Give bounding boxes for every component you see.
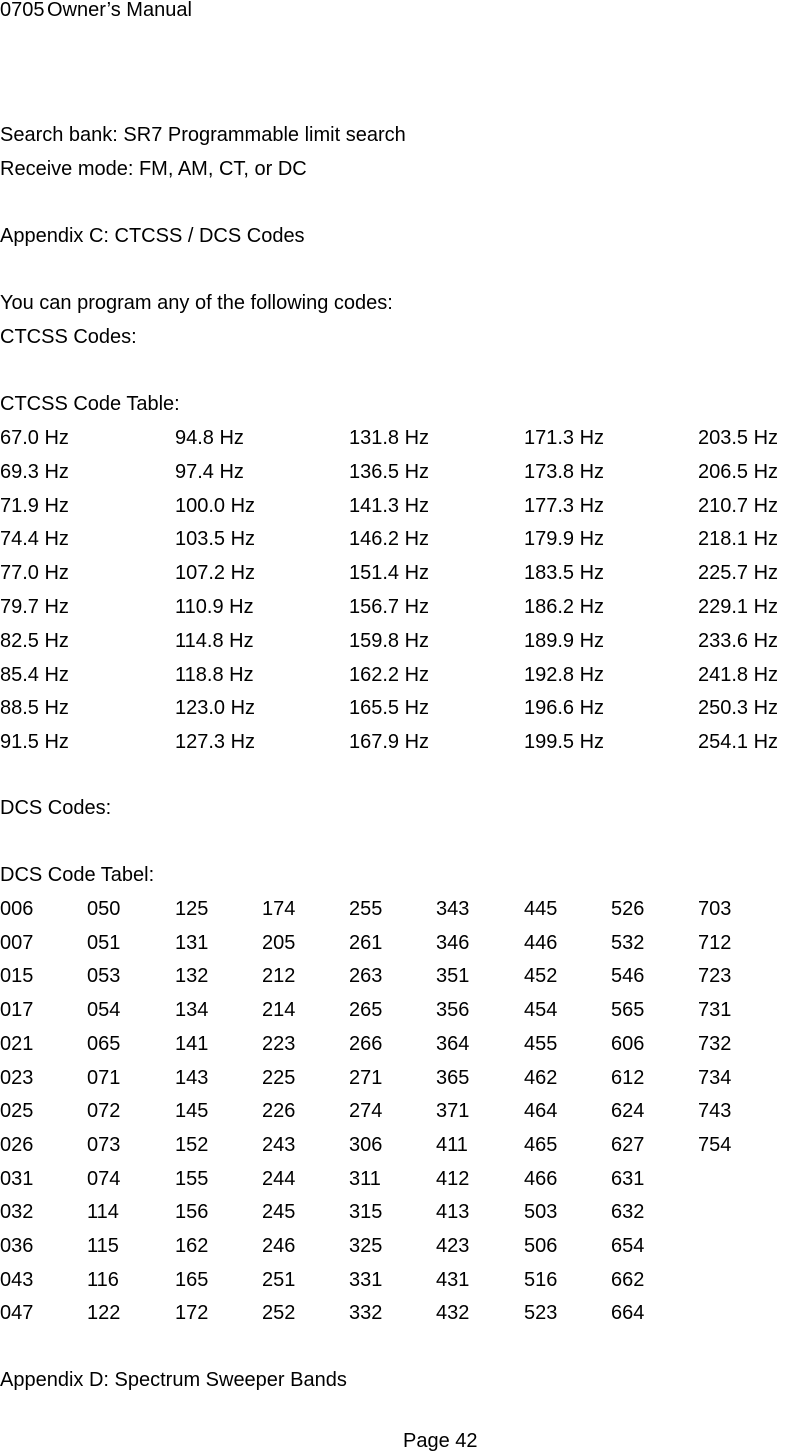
table-cell: 446 [524,931,558,954]
table-cell: 69.3 Hz [0,460,69,483]
table-cell: 073 [87,1133,121,1156]
table-cell: 274 [349,1100,383,1123]
table-cell: 162 [175,1235,209,1257]
ctcss-row [0,494,785,518]
intro-text: You can program any of the following codes: [0,292,393,314]
dcs-row [0,964,785,988]
table-cell: 206.5 Hz [698,460,779,483]
table-cell: 156 [175,1201,209,1224]
appendix-d-title: Appendix D: Spectrum Sweeper Bands [0,1369,347,1391]
table-cell: 043 [0,1268,34,1291]
table-cell: 167.9 Hz [349,731,430,754]
table-cell: 266 [349,1032,383,1055]
table-cell: 026 [0,1133,34,1156]
table-cell: 131.8 Hz [349,427,430,449]
table-cell: 205 [262,931,296,954]
table-cell: 654 [611,1235,645,1257]
table-cell: 179.9 Hz [524,528,605,551]
table-cell: 82.5 Hz [0,629,69,652]
table-cell: 107.2 Hz [175,562,256,585]
table-cell: 365 [436,1066,470,1089]
table-cell: 212 [262,965,296,988]
table-cell: 118.8 Hz [175,663,254,686]
table-cell: 452 [524,965,558,988]
table-cell: 455 [524,1032,558,1055]
table-cell: 79.7 Hz [0,596,69,618]
table-cell: 007 [0,931,34,954]
table-cell: 223 [262,1032,296,1055]
table-cell: 631 [611,1167,645,1190]
doc-number: 0705 [0,0,45,21]
table-cell: 311 [349,1167,381,1190]
table-cell: 015 [0,965,34,988]
ctcss-row [0,426,785,450]
table-cell: 250.3 Hz [698,697,779,720]
table-cell: 462 [524,1066,558,1089]
table-cell: 252 [262,1302,296,1325]
ctcss-row [0,527,785,551]
table-cell: 315 [349,1201,383,1224]
table-cell: 624 [611,1100,645,1123]
table-cell: 734 [698,1066,732,1089]
table-cell: 261 [349,931,383,954]
table-cell: 226 [262,1100,296,1123]
table-cell: 97.4 Hz [175,460,244,483]
table-cell: 172 [175,1302,209,1325]
table-cell: 051 [87,931,121,954]
dcs-row [0,1234,785,1258]
table-cell: 152 [175,1133,209,1156]
table-cell: 199.5 Hz [524,731,605,754]
dcs-row [0,1301,785,1325]
dcs-row [0,897,785,921]
table-cell: 006 [0,898,34,920]
table-cell: 332 [349,1302,383,1325]
table-cell: 145 [175,1100,209,1123]
table-cell: 77.0 Hz [0,562,69,585]
ctcss-row [0,595,785,619]
table-cell: 203.5 Hz [698,427,779,449]
table-cell: 196.6 Hz [524,697,605,720]
table-cell: 351 [436,965,470,988]
table-cell: 021 [0,1032,34,1055]
table-cell: 053 [87,965,121,988]
table-cell: 251 [262,1268,296,1291]
table-cell: 71.9 Hz [0,494,69,517]
ctcss-row [0,663,785,687]
table-cell: 506 [524,1235,558,1257]
table-cell: 100.0 Hz [175,494,256,517]
table-cell: 627 [611,1133,645,1156]
table-cell: 245 [262,1201,296,1224]
table-cell: 664 [611,1302,645,1325]
table-cell: 225 [262,1066,296,1089]
table-cell: 411 [436,1133,468,1156]
table-cell: 466 [524,1167,558,1190]
table-cell: 413 [436,1201,470,1224]
table-cell: 177.3 Hz [524,494,605,517]
dcs-row [0,1032,785,1056]
table-cell: 343 [436,898,470,920]
table-cell: 67.0 Hz [0,427,69,449]
table-cell: 523 [524,1302,558,1325]
table-cell: 612 [611,1066,645,1089]
table-cell: 155 [175,1167,209,1190]
receive-mode-line: Receive mode: FM, AM, CT, or DC [0,158,307,180]
table-cell: 134 [175,999,209,1022]
table-cell: 127.3 Hz [175,731,256,754]
table-cell: 255 [349,898,383,920]
table-cell: 210.7 Hz [698,494,779,517]
table-cell: 174 [262,898,296,920]
table-cell: 431 [436,1268,470,1291]
table-cell: 114.8 Hz [175,629,254,652]
table-cell: 072 [87,1100,121,1123]
table-cell: 162.2 Hz [349,663,430,686]
table-cell: 371 [436,1100,470,1123]
table-cell: 246 [262,1235,296,1257]
table-cell: 141 [175,1032,209,1055]
table-cell: 233.6 Hz [698,629,779,652]
table-cell: 136.5 Hz [349,460,430,483]
table-cell: 143 [175,1066,209,1089]
dcs-table-title: DCS Code Tabel: [0,864,155,886]
table-cell: 325 [349,1235,383,1257]
table-cell: 141.3 Hz [349,494,430,517]
table-cell: 532 [611,931,645,954]
table-cell: 432 [436,1302,470,1325]
table-cell: 662 [611,1268,645,1291]
table-cell: 331 [349,1268,383,1291]
table-cell: 306 [349,1133,383,1156]
table-cell: 254.1 Hz [698,731,779,754]
table-cell: 131 [175,931,209,954]
table-cell: 122 [87,1302,121,1325]
table-cell: 171.3 Hz [524,427,605,449]
table-cell: 464 [524,1100,558,1123]
table-cell: 123.0 Hz [175,697,256,720]
table-cell: 032 [0,1201,34,1224]
table-cell: 346 [436,931,470,954]
table-cell: 271 [349,1066,383,1089]
table-cell: 031 [0,1167,34,1190]
table-cell: 241.8 Hz [698,663,779,686]
table-cell: 115 [87,1235,119,1257]
ctcss-row [0,460,785,484]
table-cell: 229.1 Hz [698,596,779,618]
table-cell: 74.4 Hz [0,528,69,551]
ctcss-row [0,696,785,720]
table-cell: 225.7 Hz [698,562,779,585]
appendix-c-title: Appendix C: CTCSS / DCS Codes [0,225,305,247]
table-cell: 243 [262,1133,296,1156]
table-cell: 146.2 Hz [349,528,430,551]
table-cell: 606 [611,1032,645,1055]
table-cell: 754 [698,1133,732,1156]
table-cell: 186.2 Hz [524,596,605,618]
table-cell: 074 [87,1167,121,1190]
table-cell: 85.4 Hz [0,663,69,686]
ctcss-row [0,629,785,653]
table-cell: 244 [262,1167,296,1190]
table-cell: 412 [436,1167,470,1190]
table-cell: 183.5 Hz [524,562,605,585]
table-cell: 356 [436,999,470,1022]
table-cell: 116 [87,1268,119,1291]
ctcss-table-title: CTCSS Code Table: [0,393,180,415]
dcs-row [0,1268,785,1292]
table-cell: 91.5 Hz [0,731,69,754]
table-cell: 546 [611,965,645,988]
table-cell: 454 [524,999,558,1022]
table-cell: 516 [524,1268,558,1291]
table-cell: 218.1 Hz [698,528,779,551]
table-cell: 503 [524,1201,558,1224]
table-cell: 526 [611,898,645,920]
table-cell: 364 [436,1032,470,1055]
search-bank-line: Search bank: SR7 Programmable limit search [0,124,406,146]
table-cell: 151.4 Hz [349,562,430,585]
dcs-row [0,1066,785,1090]
table-cell: 156.7 Hz [349,596,430,618]
table-cell: 165.5 Hz [349,697,430,720]
table-cell: 731 [698,999,732,1022]
table-cell: 743 [698,1100,732,1123]
table-cell: 88.5 Hz [0,697,69,720]
table-cell: 189.9 Hz [524,629,605,652]
dcs-heading: DCS Codes: [0,797,112,819]
ctcss-heading: CTCSS Codes: [0,326,137,348]
table-cell: 723 [698,965,732,988]
table-cell: 054 [87,999,121,1022]
table-cell: 017 [0,999,34,1022]
table-cell: 173.8 Hz [524,460,605,483]
dcs-row [0,931,785,955]
page-number: Page 42 [403,1430,478,1452]
table-cell: 047 [0,1302,34,1325]
table-cell: 423 [436,1235,470,1257]
table-cell: 632 [611,1201,645,1224]
dcs-row [0,1167,785,1191]
dcs-row [0,1099,785,1123]
table-cell: 132 [175,965,209,988]
table-cell: 265 [349,999,383,1022]
doc-title: Owner’s Manual [47,0,192,21]
table-cell: 703 [698,898,732,920]
dcs-row [0,1133,785,1157]
table-cell: 165 [175,1268,209,1291]
dcs-row [0,998,785,1022]
table-cell: 025 [0,1100,34,1123]
table-cell: 159.8 Hz [349,629,430,652]
ctcss-row [0,730,785,754]
table-cell: 103.5 Hz [175,528,256,551]
table-cell: 110.9 Hz [175,596,254,618]
table-cell: 445 [524,898,558,920]
table-cell: 712 [698,931,732,954]
dcs-row [0,1200,785,1224]
table-cell: 036 [0,1235,34,1257]
ctcss-row [0,561,785,585]
table-cell: 465 [524,1133,558,1156]
table-cell: 050 [87,898,121,920]
table-cell: 565 [611,999,645,1022]
table-cell: 732 [698,1032,732,1055]
table-cell: 263 [349,965,383,988]
table-cell: 192.8 Hz [524,663,605,686]
table-cell: 023 [0,1066,34,1089]
table-cell: 94.8 Hz [175,427,244,449]
table-cell: 114 [87,1201,119,1224]
table-cell: 065 [87,1032,121,1055]
table-cell: 071 [87,1066,121,1089]
table-cell: 214 [262,999,296,1022]
table-cell: 125 [175,898,209,920]
